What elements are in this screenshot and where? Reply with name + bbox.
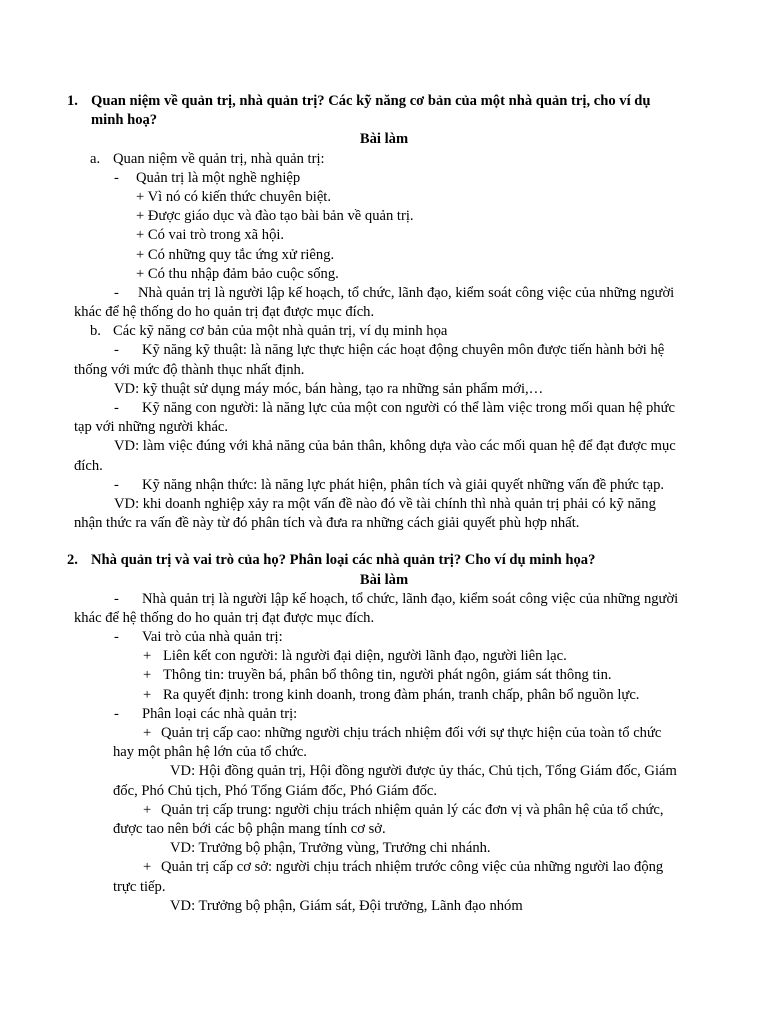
q2-cao-line2: hay một phân hệ lớn của tổ chức. xyxy=(113,744,307,761)
q1-skill2-line2: tạp với những người khác. xyxy=(74,419,229,436)
q1-heading: Bài làm xyxy=(359,131,409,148)
dash-marker: - xyxy=(114,342,119,359)
plus-marker: + xyxy=(143,667,152,684)
q1-skill1-line2: thống với mức độ thành thục nhất định. xyxy=(74,361,305,378)
q1-a-marker: a. xyxy=(90,150,101,167)
q1-skill2-example-line2: đích. xyxy=(74,457,103,474)
dash-marker: - xyxy=(114,400,119,416)
q2-title: Nhà quản trị và vai trò của họ? Phân loại các nhà quản trị? Cho ví dụ minh họa? xyxy=(91,552,596,569)
q2-cao-example-line1: VD: Hội đồng quản trị, Hội đồng người được ủy thác, Chủ tịch, Tổng Giám đốc, Giám xyxy=(170,763,677,780)
q1-skill3-example-line2: nhận thức ra vấn đề này từ đó phân tích và đưa ra những cách giải quyết phù hợp nhất. xyxy=(74,515,580,532)
dash-marker: - xyxy=(114,629,119,646)
q1-b-line: b. Các kỹ năng cơ bản của một nhà quản trị, ví dụ minh họa xyxy=(0,322,768,341)
q2-role-item: + Thông tin: truyền bá, phân bổ thông tin, người phát ngôn, giám sát thông tin. xyxy=(0,666,768,685)
dash-marker: - xyxy=(114,705,119,722)
q1-plus-item: + Có thu nhập đảm bảo cuộc sống. xyxy=(136,265,339,282)
dash-marker: - xyxy=(114,169,119,186)
q1-skill1-line1: - Kỹ năng kỹ thuật: là năng lực thực hiện các hoạt động chuyên môn được tiến hành bởi hệ xyxy=(0,341,768,360)
q1-number: 1. xyxy=(67,93,78,109)
plus-marker: + xyxy=(143,686,152,703)
q1-skill2-example-line1: VD: làm việc đúng với khả năng của bản thân, không dựa vào các mối quan hệ để đạt được mục xyxy=(114,438,676,455)
q1-a-line: a. Quan niệm về quản trị, nhà quản trị: xyxy=(0,150,768,169)
q2-cao-example-line2: đốc, Phó Chủ tịch, Phó Tổng Giám đốc, Phó Giám đốc. xyxy=(113,782,438,799)
q2-cao-line1: + Quản trị cấp cao: những người chịu trách nhiệm đối với sự thực hiện của toàn tổ chức xyxy=(0,724,768,743)
q2-trung-example: VD: Trưởng bộ phận, Trưởng vùng, Trưởng chi nhánh. xyxy=(170,840,491,857)
q2-number: 2. xyxy=(67,552,78,569)
document-page xyxy=(0,92,768,916)
dash-marker: - xyxy=(114,284,119,301)
plus-marker: + xyxy=(143,801,152,818)
q1-b-marker: b. xyxy=(90,323,101,340)
q1-skill1-example: VD: kỹ thuật sử dụng máy móc, bán hàng, tạo ra những sản phẩm mới,… xyxy=(114,380,544,397)
q2-heading: Bài làm xyxy=(359,571,409,588)
dash-marker: - xyxy=(114,590,119,607)
dash-marker: - xyxy=(114,476,119,493)
q1-skill2-line1: - Kỹ năng con người: là năng lực của một con người có thể làm việc trong mối quan hệ phức xyxy=(0,399,768,418)
q2-coso-line2: trực tiếp. xyxy=(113,878,166,895)
q1-dash2-line2: khác để hệ thống do ho quản trị đạt được mục đích. xyxy=(74,304,375,321)
q1-title-line2: minh hoạ? xyxy=(91,112,158,129)
q1-skill3-example-line1: VD: khi doanh nghiệp xảy ra một vấn đề nào đó về tài chính thì nhà quản trị phải có kỹ năng xyxy=(114,495,656,512)
q2-dash1-line2: khác để hệ thống do ho quản trị đạt được mục đích. xyxy=(74,609,375,626)
q2-coso-example: VD: Trưởng bộ phận, Giám sát, Đội trưởng, Lãnh đạo nhóm xyxy=(170,897,523,914)
q1-plus-item: + Có vai trò trong xã hội. xyxy=(136,227,285,244)
plus-marker: + xyxy=(143,859,152,876)
q1-dash2-line1: - Nhà quản trị là người lập kế hoạch, tổ chức, lãnh đạo, kiểm soát công việc của những người xyxy=(0,284,768,303)
q2-dash1-line1: - Nhà quản trị là người lập kế hoạch, tổ chức, lãnh đạo, kiểm soát công việc của những người xyxy=(0,590,768,609)
q1-plus-item: + Vì nó có kiến thức chuyên biệt. xyxy=(136,188,332,205)
q2-trung-line2: được tao nên bới các bộ phận mang tính cơ sở. xyxy=(113,820,386,837)
q2-role-item: + Liên kết con người: là người đại diện, người lãnh đạo, người liên lạc. xyxy=(0,647,768,666)
q2-dash2: - Vai trò của nhà quản trị: xyxy=(0,628,768,647)
q2-trung-line1: + Quản trị cấp trung: người chịu trách nhiệm quản lý các đơn vị và phân hệ của tổ chức, xyxy=(0,801,768,820)
q1-skill3-line1: - Kỹ năng nhận thức: là năng lực phát hiện, phân tích và giải quyết những vấn đề phức tạp. xyxy=(0,476,768,495)
plus-marker: + xyxy=(143,648,152,665)
q1-title: Quan niệm về quản trị, nhà quản trị? Các kỹ năng cơ bản của một nhà quản trị, cho ví dụ xyxy=(91,93,651,109)
q1-title-line1 xyxy=(0,92,768,111)
q1-dash1: - Quản trị là một nghề nghiệp xyxy=(0,169,768,188)
plus-marker: + xyxy=(143,725,152,741)
section-gap xyxy=(0,533,768,551)
q2-coso-line1: + Quản trị cấp cơ sở: người chịu trách nhiệm trước công việc của những người lao động xyxy=(0,858,768,877)
q2-role-item: + Ra quyết định: trong kinh doanh, trong đàm phán, tranh chấp, phân bổ nguồn lực. xyxy=(0,686,768,705)
q1-plus-item: + Có những quy tắc ứng xử riêng. xyxy=(136,246,335,263)
q2-dash3: - Phân loại các nhà quản trị: xyxy=(0,705,768,724)
q1-plus-item: + Được giáo dục và đào tạo bài bản về quản trị. xyxy=(136,208,414,225)
q2-title-line xyxy=(0,551,768,570)
